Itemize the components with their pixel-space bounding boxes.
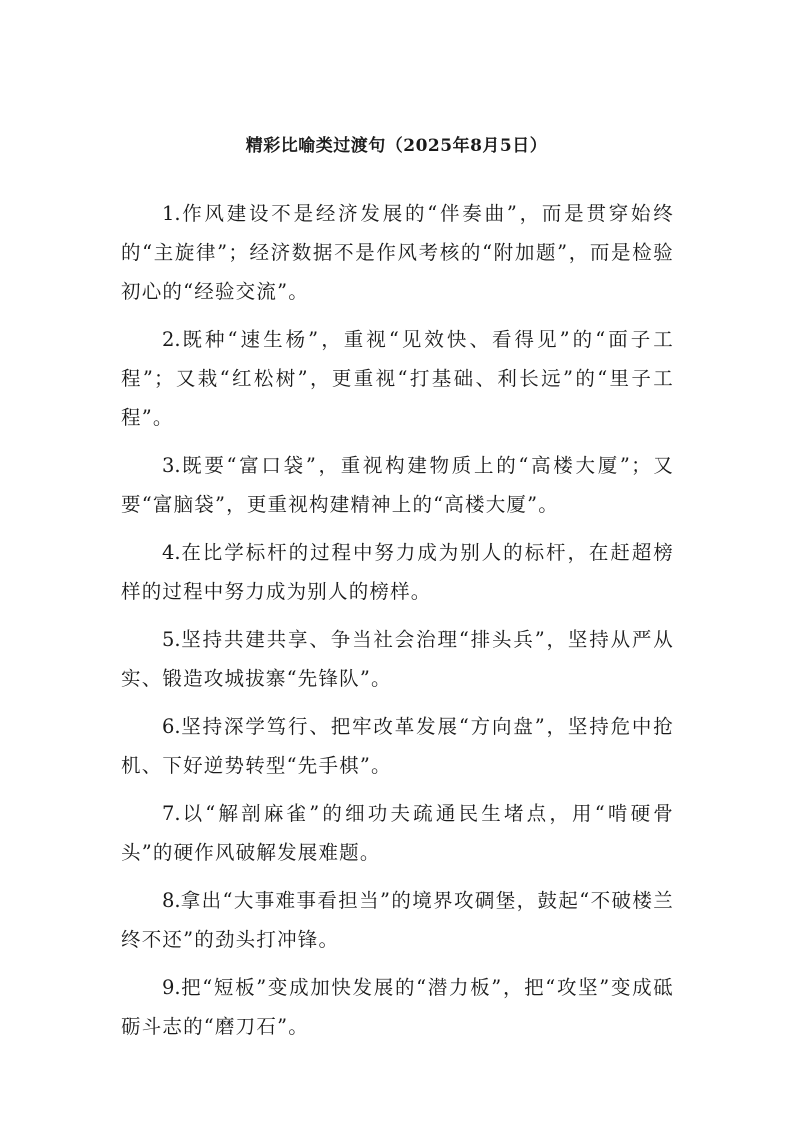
paragraph-3	[121, 446, 674, 524]
document-body	[121, 194, 674, 1055]
paragraph-9	[121, 968, 674, 1046]
paragraph-number: 3.	[162, 454, 181, 477]
paragraph-2	[121, 320, 674, 437]
paragraph-4	[121, 533, 674, 611]
paragraph-text: 坚持深学笃行、把牢改革发展“方向盘”，坚持危中抢机、下好逆势转型“先手棋”。	[121, 715, 674, 777]
paragraph-number: 6.	[162, 715, 181, 738]
paragraph-number: 5.	[162, 628, 181, 651]
paragraph-number: 8.	[162, 889, 181, 912]
paragraph-text: 在比学标杆的过程中努力成为别人的标杆，在赶超榜样的过程中努力成为别人的榜样。	[121, 541, 674, 603]
paragraph-text: 既要“富口袋”，重视构建物质上的“高楼大厦”；又要“富脑袋”，更重视构建精神上的“高楼大厦”。	[121, 454, 674, 516]
paragraph-5	[121, 620, 674, 698]
paragraph-text: 坚持共建共享、争当社会治理“排头兵”，坚持从严从实、锻造攻城拔寨“先锋队”。	[121, 628, 674, 690]
paragraph-7	[121, 794, 674, 872]
paragraph-8	[121, 881, 674, 959]
paragraph-number: 9.	[162, 976, 181, 999]
paragraph-text: 既种“速生杨”，重视“见效快、看得见”的“面子工程”；又栽“红松树”，更重视“打基础、利长远”的“里子工程”。	[121, 328, 674, 429]
paragraph-text: 作风建设不是经济发展的“伴奏曲”，而是贯穿始终的“主旋律”；经济数据不是作风考核的“附加题”，而是检验初心的“经验交流”。	[121, 202, 674, 303]
paragraph-1	[121, 194, 674, 311]
paragraph-number: 2.	[162, 328, 181, 351]
paragraph-6	[121, 707, 674, 785]
paragraph-number: 4.	[162, 541, 181, 564]
paragraph-number: 1.	[162, 202, 181, 225]
paragraph-number: 7.	[162, 802, 181, 825]
document-title: 精彩比喻类过渡句（2025年8月5日）	[245, 136, 548, 156]
paragraph-text: 把“短板”变成加快发展的“潜力板”，把“攻坚”变成砥砺斗志的“磨刀石”。	[121, 976, 674, 1038]
paragraph-text: 拿出“大事难事看担当”的境界攻碉堡，鼓起“不破楼兰终不还”的劲头打冲锋。	[121, 889, 674, 951]
paragraph-text: 以“解剖麻雀”的细功夫疏通民生堵点，用“啃硬骨头”的硬作风破解发展难题。	[121, 802, 674, 864]
